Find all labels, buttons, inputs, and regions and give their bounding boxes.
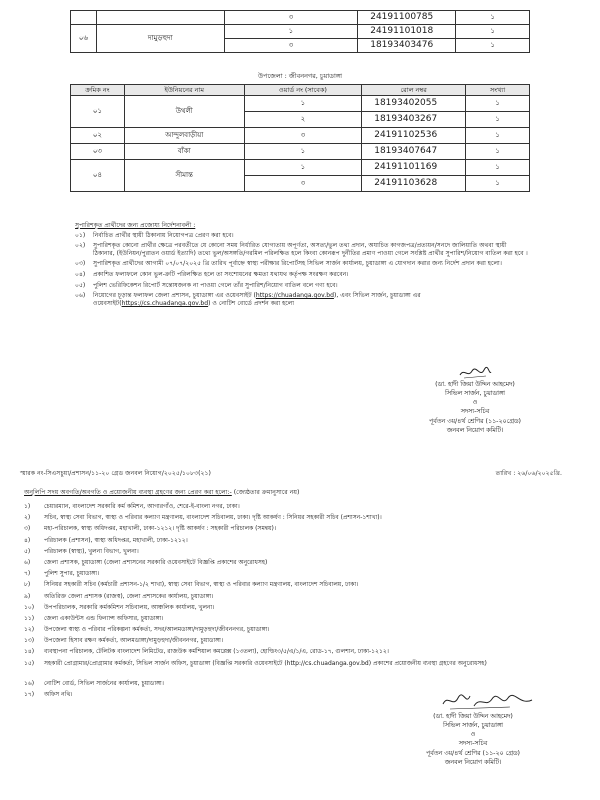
list-text: জেলা একাউন্টস এন্ড ফিন্যান্স অফিসার, চুয়াডাঙ্গা। xyxy=(44,614,164,622)
column-header: রোল নম্বর xyxy=(362,85,466,96)
union-cell: সীমান্ত xyxy=(124,160,244,192)
count-cell: ১ xyxy=(456,39,530,53)
ward-cell: ১ xyxy=(244,160,362,176)
table-row xyxy=(71,160,530,176)
count-cell: ১ xyxy=(466,176,530,192)
column-header: ওয়ার্ড নং (সাবেক) xyxy=(244,85,362,96)
list-number: ৫) xyxy=(24,547,31,555)
list-item xyxy=(24,514,580,525)
count-cell: ১ xyxy=(466,128,530,144)
signature-block xyxy=(378,712,568,767)
union-cell: আন্দুলবাড়ীয়া xyxy=(124,128,244,144)
serial-cell xyxy=(71,11,97,25)
table-row xyxy=(71,128,530,144)
table-header-row xyxy=(71,85,530,96)
signatory-committee: পূর্বতন ৩য়/৪র্থ শ্রেণির (১১-২০ গ্রেড) xyxy=(425,749,520,757)
signatory-title: সিভিল সার্জন, চুয়াডাঙ্গা xyxy=(445,390,505,398)
signatory-title: সিভিল সার্জন, চুয়াডাঙ্গা xyxy=(443,722,503,730)
roll-cell: 18193407647 xyxy=(362,144,466,160)
instruction-item xyxy=(75,260,530,268)
serial-cell: ০১ xyxy=(71,96,125,128)
list-number: ১৭) xyxy=(24,690,35,698)
civil-surgeon-website-link[interactable]: https://cs.chuadanga.gov.bd xyxy=(121,299,209,307)
signatory-role: সদস্য-সচিব xyxy=(460,408,490,416)
list-item xyxy=(24,525,580,536)
list-item xyxy=(24,559,580,570)
list-number: ৬) xyxy=(24,558,31,566)
list-text: পরিচালক (স্বাস্থ্য), খুলনা বিভাগ, খুলনা। xyxy=(44,547,139,555)
union-cell xyxy=(96,11,224,25)
count-cell: ১ xyxy=(466,96,530,112)
list-number: ৭) xyxy=(24,570,31,578)
list-text: উপজেলা স্বাস্থ্য ও পরিবার পরিকল্পনা কর্মকর্তা, সদর/আলমডাঙ্গা/দামুড়হুদা/জীবননগর, চুয়াডাঙ্গা। xyxy=(44,626,270,634)
list-text: ব্যবস্থাপনা পরিচালক, টেলিটক বাংলাদেশ লিমিটেড, রাজউক কর্মশিয়াল কমপ্লেক্স (১৩তলা), হোল্ডিং৩/৫/এ/১/এ, রোড-১৭, গুলশান, ঢাকা-১২১২। xyxy=(44,648,389,656)
serial-cell: ০২ xyxy=(71,128,125,144)
instruction-number: ০৫) xyxy=(75,281,86,289)
list-text: সিনিয়র সহকারী সচিব (কর্মচারী প্রশাসন-১/২ শাখা), স্বাস্থ্য সেবা বিভাগ, স্বাস্থ্য ও পরিবার কল্যাণ মন্ত্রণালয়, বাংলাদেশ সচিবালয়, ঢাকা। xyxy=(44,581,359,589)
ward-cell: ৩ xyxy=(224,39,358,53)
copy-heading-text: অনুলিপি সদয় অবগতি/অবগতি ও প্রয়োজনীয় ব্যবস্থা গ্রহণের জন্য প্রেরণ করা হলো:- xyxy=(24,489,232,496)
list-item xyxy=(24,637,580,648)
list-number: ৯) xyxy=(24,592,31,600)
ward-cell: ৩ xyxy=(224,11,358,25)
list-item xyxy=(24,548,580,559)
column-header: সংখ্যা xyxy=(466,85,530,96)
union-cell: উথলী xyxy=(124,96,244,128)
dahmurhuda-continued-table xyxy=(70,10,530,53)
count-cell: ১ xyxy=(456,11,530,25)
instructions-block xyxy=(75,222,530,310)
union-cell: বাঁকা xyxy=(124,144,244,160)
list-number: ৩) xyxy=(24,525,31,533)
instruction-item xyxy=(75,292,530,307)
list-text: নোটিশ বোর্ড, সিভিল সার্জনের কার্যালয়, চুয়াডাঙ্গা। xyxy=(44,679,164,687)
count-cell: ১ xyxy=(456,25,530,39)
list-number: ৪) xyxy=(24,536,31,544)
list-text: সহকারী প্রোগ্রামার/প্রোগ্রামার কর্মকর্তা, সিভিল সার্জন অফিস, চুয়াডাঙ্গা (বিজ্ঞপ্তি সরকারি ওয়েবসাইটে (http://cs.chuadanga.gov.bd) প্রকাশের প্রয়োজনীয় ব্যবস্থা গ্রহণের অনুরোধসহ) xyxy=(44,659,487,667)
copy-list xyxy=(24,503,580,702)
signatory-and: ও xyxy=(470,731,476,739)
signatory-committee-2: জনবল নিয়োগ কমিটি। xyxy=(444,758,502,766)
list-text: উপপরিচালক, সরকারি কর্মকমিশন সচিবালয়, আঞ্চলিক কার্যালয়, খুলনা। xyxy=(44,603,215,611)
count-cell: ১ xyxy=(466,160,530,176)
list-text: উপজেলা হিসাব রক্ষণ কর্মকর্তা, আলমডাঙ্গা/দামুড়হুদা/জীবননগর, চুয়াডাঙ্গা। xyxy=(44,637,224,645)
instruction-text: প্রকাশিত ফলাফলে কোন ভুল-ক্রটি পরিলক্ষিত হলে তা সংশোধনের ক্ষমতা যথাযথ কর্তৃপক্ষ সংরক্ষণ করবেন। xyxy=(93,271,349,279)
signatory-name: (ডা. হাদী জিয়া উদ্দিন আহমেদ) xyxy=(435,381,515,388)
list-item xyxy=(24,626,580,637)
list-item xyxy=(24,648,580,659)
list-text: চেয়ারম্যান, বাংলাদেশ সরকারি কর্ম কমিশন, আগারগাঁও, শেরে-ই-বাংলা নগর, ঢাকা। xyxy=(44,503,240,510)
ward-cell: ৩ xyxy=(244,128,362,144)
list-text: জেলা প্রশাসক, চুয়াডাঙ্গা (জেলা প্রশাসনের সরকারি ওয়েবসাইটে বিজ্ঞপ্তি প্রকাশের অনুরোধসহ) xyxy=(44,558,268,566)
jibannagar-table xyxy=(70,84,530,192)
serial-cell: ০৬ xyxy=(71,25,97,53)
column-header: ক্রমিক নং xyxy=(71,85,125,96)
list-text: মহা-পরিচালক, স্বাস্থ্য অধিদপ্তর, মহাখালী, ঢাকা-১২১২। দৃষ্টি আকর্ষণ : সহকারী পরিচালক (সমন্বয়)। xyxy=(44,525,277,533)
list-text: অফিস নথি। xyxy=(44,690,73,698)
signature-block xyxy=(380,380,570,435)
instructions-heading: সুপারিশকৃত প্রার্থীদের জন্য প্রজোয্য নির্দেশনাবলী : xyxy=(75,222,196,229)
serial-cell: ০৪ xyxy=(71,160,125,192)
list-number: ২) xyxy=(24,514,31,522)
roll-cell: 24191103628 xyxy=(362,176,466,192)
union-cell: দামুড়হুদা xyxy=(96,25,224,53)
instruction-text-part: নিয়োগের চূড়ান্ত ফলাফল জেলা প্রশাসন, চুয়াডাঙ্গা এর ওয়েবসাইট ( xyxy=(93,292,256,300)
ward-cell: ১ xyxy=(244,96,362,112)
signatory-committee: পূর্বতন ৩য়/৪র্থ শ্রেণির (১১-২০গ্রেড) xyxy=(428,417,521,425)
ward-cell: ১ xyxy=(244,144,362,160)
instruction-text: সুপারিশকৃত প্রার্থীদের আগামী ০৭/০৭/২০২৫ খ্রি তারিখ পূর্বাহ্নে স্বাস্থ্য পরীক্ষার রিপোর্টসহ সিভিল সার্জন কার্যালয়, চুয়াডাঙ্গা এ যোগদান করার জন্য নির্দেশ প্রদান করা হলো। xyxy=(93,260,502,268)
instruction-number: ০৬) xyxy=(75,292,86,300)
list-number: ১১) xyxy=(24,614,35,622)
count-cell: ১ xyxy=(466,144,530,160)
serial-cell: ০৩ xyxy=(71,144,125,160)
ward-cell: ২ xyxy=(244,112,362,128)
roll-cell: 24191100785 xyxy=(358,11,456,25)
table-row xyxy=(71,144,530,160)
signatory-committee-2: জনবল নিয়োগ কমিটি। xyxy=(446,426,504,434)
instruction-number: ০৩) xyxy=(75,260,86,268)
instruction-text: নির্বাচিত প্রার্থীর স্থায়ী ঠিকানায় নিয়োগপত্র প্রেরণ করা হবে। xyxy=(93,231,234,239)
instruction-number: ০২) xyxy=(75,242,86,250)
table-row xyxy=(71,11,530,25)
instruction-text: পুলিশ ভেরিফিকেশন রিপোর্ট সন্তোষজনক না পাওয়া গেলে তাঁর সুপারিশ/নিয়োগ বাতিল বলে গণ্য হবে। xyxy=(93,281,338,289)
column-header: ইউনিয়নের নাম xyxy=(124,85,244,96)
list-text: সচিব, স্বাস্থ্য সেবা বিভাগ, স্বাস্থ্য ও পরিবার কল্যাণ মন্ত্রণালয়, বাংলাদেশ সচিবালয়, ঢাকা। দৃষ্টি আকর্ষণ : সিনিয়র সহকারী সচিব (প্রশাসন-১শাখা)। xyxy=(44,514,382,522)
table-row xyxy=(71,25,530,39)
list-number: ১২) xyxy=(24,626,35,634)
district-website-link[interactable]: https://chuadanga.gov.bd xyxy=(255,292,334,300)
instruction-item xyxy=(75,232,530,240)
ward-cell: ১ xyxy=(224,25,358,39)
list-text: পরিচালক (প্রশাসন), স্বাস্থ্য অধিদপ্তর, মহাখালী, ঢাকা-১২১২। xyxy=(44,536,188,544)
signature-scribble xyxy=(440,690,536,712)
list-text: অতিরিক্ত জেলা প্রশাসক (রাজস্ব), জেলা প্রশাসকের কার্যালয়, চুয়াডাঙ্গা। xyxy=(44,592,214,600)
signatory-role: সদস্য-সচিব xyxy=(458,740,488,748)
list-item xyxy=(24,581,580,592)
roll-cell: 18193403476 xyxy=(358,39,456,53)
list-number: ১৩) xyxy=(24,637,35,645)
roll-cell: 24191101169 xyxy=(362,160,466,176)
list-item xyxy=(24,593,580,604)
signature-scribble xyxy=(458,366,492,380)
roll-cell: 24191102536 xyxy=(362,128,466,144)
count-cell: ১ xyxy=(466,112,530,128)
memo-number: স্মারক নং-সিএসচুয়া/প্রশাসন/১১-২০ গ্রেড জনবল নিয়োগ/২০২৫/১০৮৩(২১) xyxy=(20,470,211,477)
memo-line xyxy=(20,470,580,478)
list-text: পুলিশ সুপার, চুয়াডাঙ্গা। xyxy=(44,570,100,578)
roll-cell: 18193402055 xyxy=(362,96,466,112)
instruction-number: ০১) xyxy=(75,231,86,239)
list-number: ১৬) xyxy=(24,679,35,687)
signatory-name: (ডা. হাদী জিয়া উদ্দিন আহমেদ) xyxy=(433,713,513,720)
instruction-item xyxy=(75,282,530,290)
list-item xyxy=(24,604,580,615)
list-number: ১০) xyxy=(24,603,35,611)
list-item xyxy=(24,537,580,548)
copy-heading xyxy=(24,489,299,497)
instruction-item xyxy=(75,242,530,257)
upazila-title: উপজেলা : জীবননগর, চুয়াডাঙ্গা xyxy=(257,72,343,80)
list-number: ৮) xyxy=(24,581,31,589)
ward-cell: ৩ xyxy=(244,176,362,192)
list-item xyxy=(24,660,580,680)
memo-date: তারিখ : ২৬/০৬/২০২৫খ্রি. xyxy=(495,470,562,477)
list-item xyxy=(24,503,580,514)
list-item xyxy=(24,615,580,626)
list-number: ১৪) xyxy=(24,648,35,656)
instruction-number: ০৪) xyxy=(75,271,86,279)
instruction-text-part: ) ও নোটিশ বোর্ডে প্রদর্শন করা হলো xyxy=(208,299,295,307)
instruction-text-part: ), এবং সিভিল সার্জন, চুয়াডাঙ্গা এর ওয়েবসাইট( xyxy=(93,292,421,307)
instruction-item xyxy=(75,271,530,279)
list-item xyxy=(24,570,580,581)
copy-heading-note: (জ্যেষ্ঠতার ক্রমানুসারে নয়) xyxy=(233,489,300,496)
table-row xyxy=(71,96,530,112)
roll-cell: 18193403267 xyxy=(362,112,466,128)
instruction-text: সুপারিশকৃত কোনো প্রার্থীর ক্ষেত্রে পরবর্তীতে যে কোনো সময় নির্ধারিত যোগ্যতায় অপূর্ণতা, অসত্য/ভুল তথ্য প্রদান, অযাচিত কাগজপত্র/প্রত্যয়ন/সনদে জালিয়াতি অথবা স্থায়ী ঠিকানার, (ইউনিয়ন/পুরাতন ওয়ার্ড ইত্যাদি) তথ্যে ভুল/অসঙ্গতি/গরমিল পরিলক্ষিত হলে কিংবা কোনরূপ দুর্নীতির প্রমাণ পাওয়া গেলে সংশ্লিষ্ট প্রার্থীর সুপারিশ/নিয়োগ বাতিল করা হবে । xyxy=(93,242,528,257)
list-number: ১) xyxy=(24,503,31,510)
instruction-text xyxy=(93,292,530,307)
signatory-and: ও xyxy=(472,399,478,407)
list-number: ১৫) xyxy=(24,659,35,667)
roll-cell: 24191101018 xyxy=(358,25,456,39)
